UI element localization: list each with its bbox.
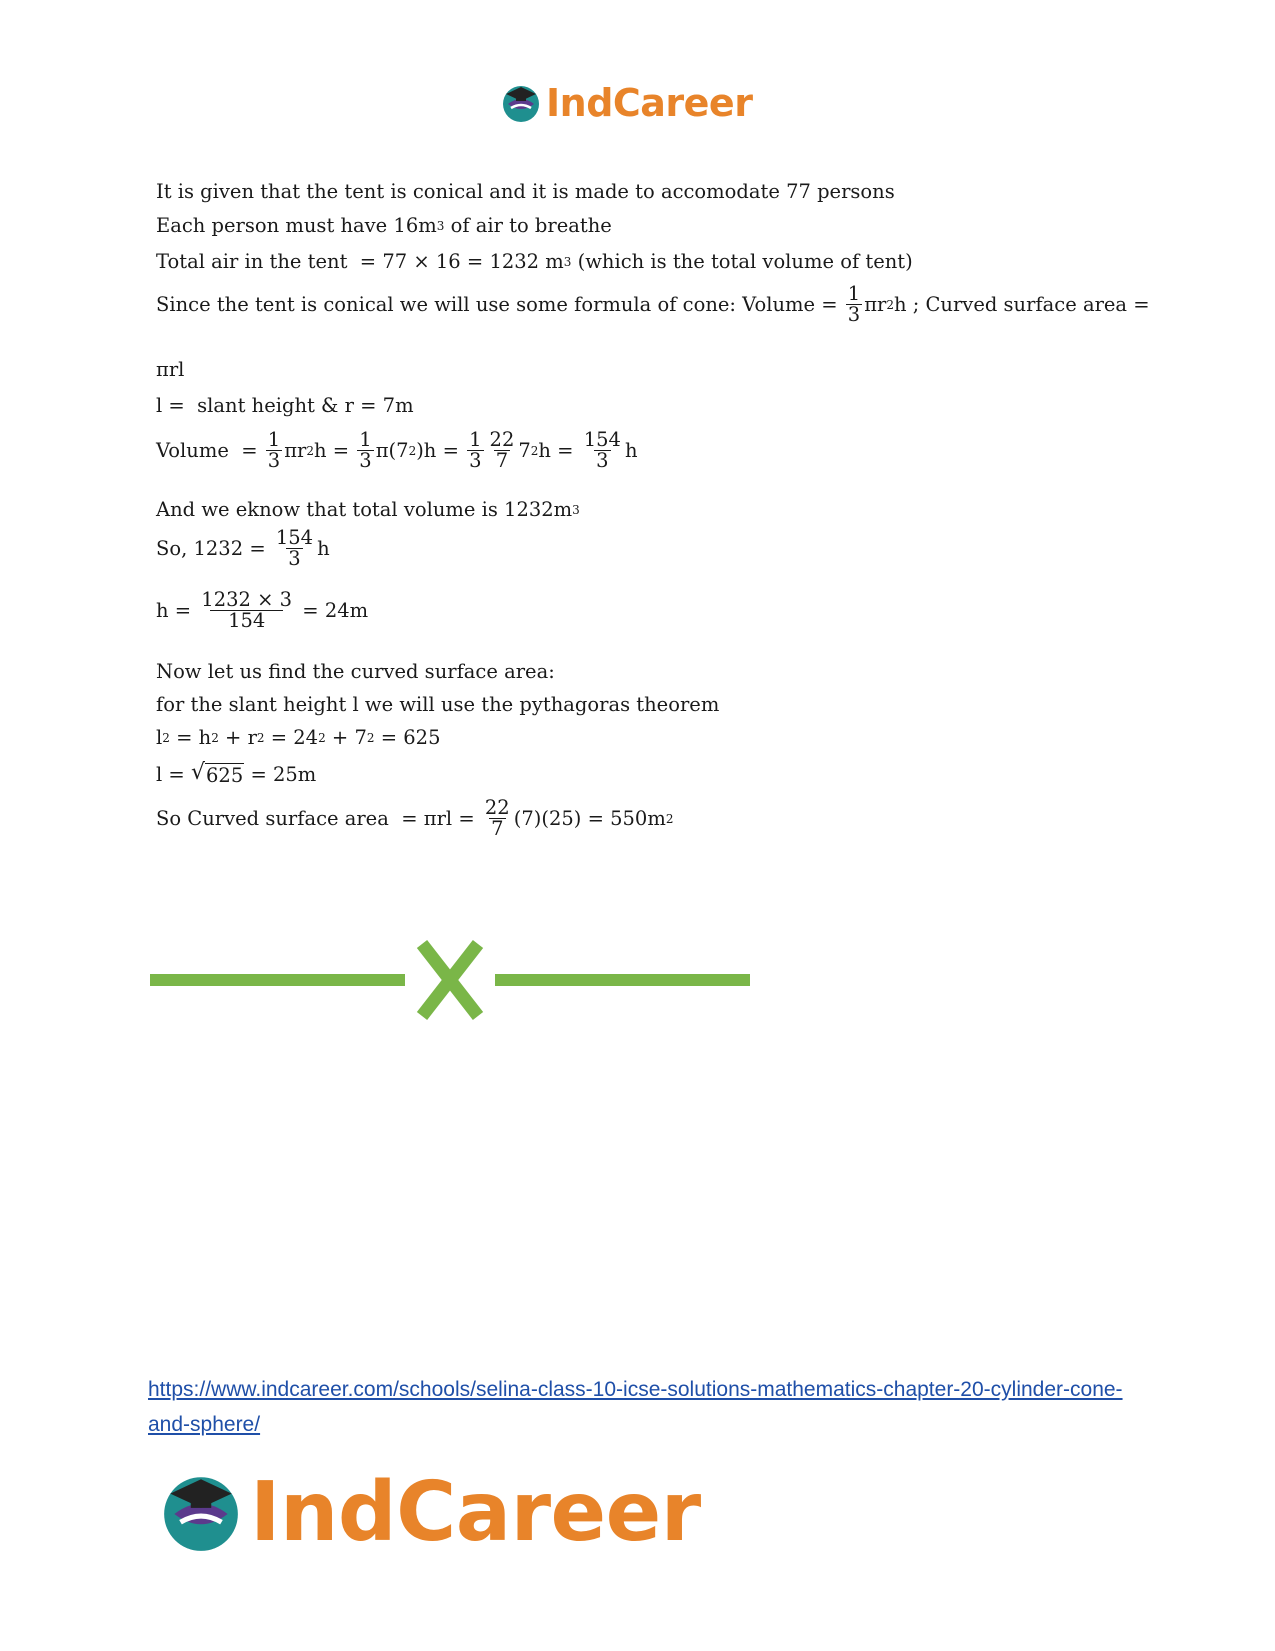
graduation-cap-icon [500, 82, 542, 124]
footer-logo [158, 1462, 701, 1562]
air-per-person-line: Each person must have 16m 3 of air to breathe [156, 214, 612, 237]
statement-line: It is given that the tent is conical and it is made to accomodate 77 persons [156, 180, 895, 203]
height-equation-line: So, 1232 = $\frac{154}{3}$ h [156, 526, 330, 571]
logo-wordmark: IndCareer [546, 81, 753, 125]
step-heading-line: Now let us find the curved surface area: [156, 660, 555, 683]
close-icon [422, 944, 478, 1016]
curved-area-formula-line: πrl [156, 358, 185, 381]
source-link[interactable]: https://www.indcareer.com/schools/selina-class-10-icse-solutions-mathematics-chapter-20-cylinder-cone-and-sphere/ [148, 1378, 1123, 1436]
header-logo [500, 78, 752, 128]
pythagoras-note-line: for the slant height l we will use the pythagoras theorem [156, 693, 720, 716]
graduation-cap-icon [158, 1469, 244, 1555]
cone-formula-line: Since the tent is conical we will use some formula of cone: Volume = $\frac{1}{3}$ πr 2 h ; Curved surface area = [156, 282, 1150, 327]
slant-height-line: l = √ 625 = 25m [156, 760, 317, 787]
given-values-line: l = slant height & r = 7m [156, 394, 414, 417]
volume-equation-line: Volume = $\frac{1}{3}$ πr 2 h = $\frac{1}{3}$ π(7 2 )h = $\frac{1}{3}$ $\frac{22}{7}$ 7 2 h = $\frac{154}{3}$ h [156, 428, 638, 473]
square-root: √ 625 [190, 760, 244, 787]
logo-wordmark: IndCareer [250, 1464, 701, 1560]
total-volume-line: And we eknow that total volume is 1232m 3 [156, 498, 580, 521]
fraction: $\frac{1}{3}$ [847, 282, 861, 327]
curved-area-result-line: So Curved surface area = πrl = $\frac{22}{7}$ (7)(25) = 550m 2 [156, 796, 674, 841]
pythagoras-equation-line: l 2 = h 2 + r 2 = 24 2 + 7 2 = 625 [156, 726, 441, 749]
height-result-line: h = $\frac{1232 \times 3}{154}$ = 24m [156, 588, 369, 633]
section-divider [150, 940, 750, 1020]
total-air-line: Total air in the tent = 77 × 16 = 1232 m 3 (which is the total volume of tent) [156, 250, 913, 273]
